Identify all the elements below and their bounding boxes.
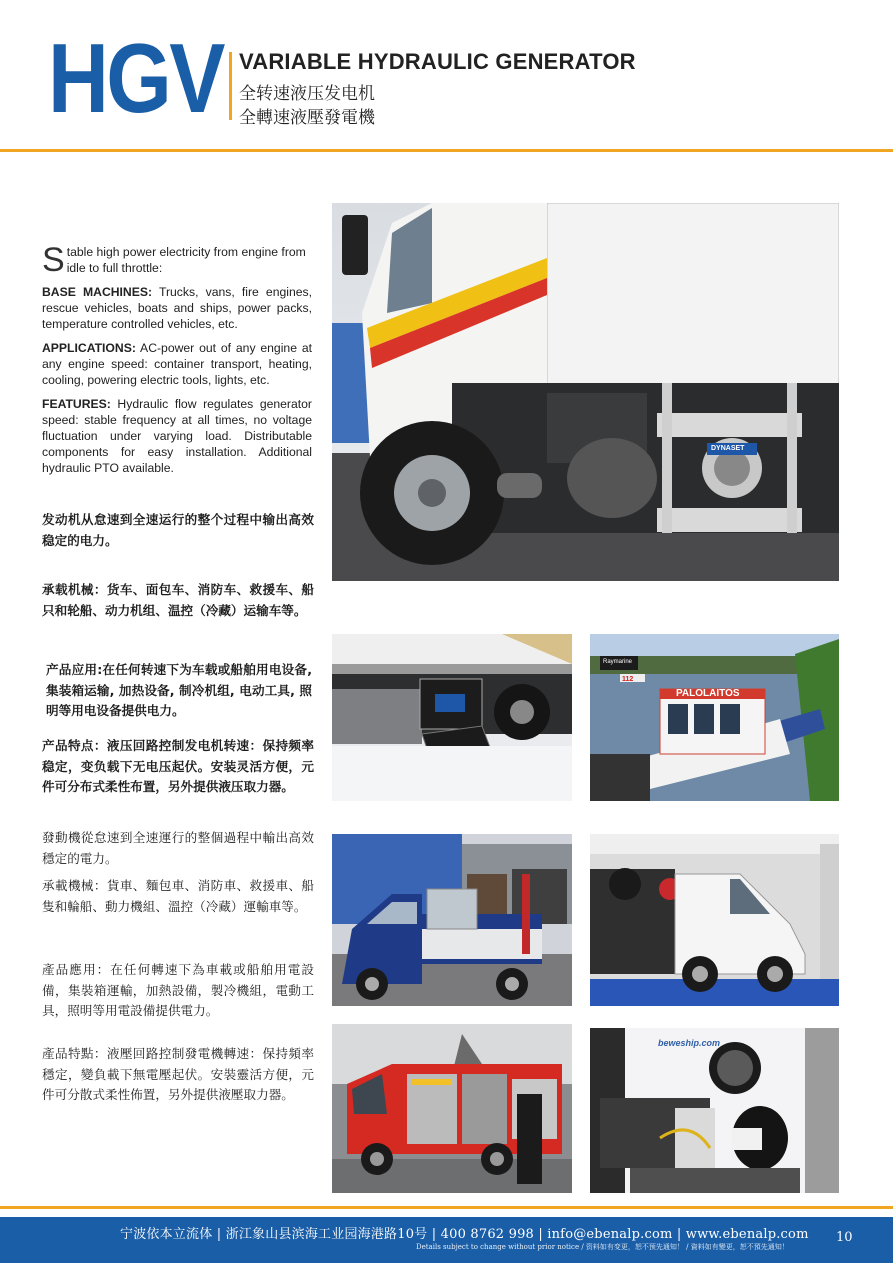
- base-machines-paragraph: [42, 284, 312, 332]
- tc-intro: 發動機從怠速到全速運行的整個過程中輸出高效穩定的電力。: [42, 830, 314, 866]
- tc-applications: 產品應用：在任何轉速下為車載或船舶用電設備，集裝箱運輸，加熱設備，製冷機組，電動工具，照明等用電設備提供電力。: [42, 962, 314, 1018]
- boat-brand-label: Raymarine: [603, 659, 633, 665]
- sc-applications: 产品应用:在任何转速下为车载或船舶用电设备,集装箱运输, 加热设备, 制冷机组, 电动工具, 照明等用电设备提供电力。: [46, 662, 312, 718]
- brand-logo: HGV: [48, 23, 223, 133]
- applications-label: APPLICATIONS:: [42, 341, 136, 355]
- photo-truck-side-box: [332, 634, 572, 801]
- boat-number-label: 112: [622, 676, 634, 683]
- header-divider: [229, 52, 232, 120]
- photo-fire-engine: [332, 1024, 572, 1193]
- subtitle-traditional: 全轉速液壓發電機: [239, 108, 375, 128]
- base-machines-text: Trucks, vans, fire engines, rescue vehicles, boats and ships, power packs, temperature controlled vehicles, etc.: [42, 285, 312, 331]
- photo-blue-pickup: [332, 834, 572, 1006]
- base-machines-label: BASE MACHINES:: [42, 285, 153, 299]
- applications-paragraph: [42, 340, 312, 388]
- sc-features: 产品特点：液压回路控制发电机转速：保持频率稳定，变负载下无电压起伏。安装灵活方便，元件可分布式柔性布置，另外提供液压取力器。: [42, 738, 314, 794]
- footer-contact: 宁波依本立流体 | 浙江象山县滨海工业园海港路10号 | 400 8762 998 | info@ebenalp.com | www.ebenalp.com: [120, 1227, 809, 1242]
- sc-base-machines: 承载机械：货车、面包车、消防车、救援车、船只和轮船、动力机组、温控（冷藏）运输车等。: [42, 582, 314, 618]
- english-section: [42, 241, 312, 476]
- footer: [0, 1217, 893, 1263]
- intro-paragraph: [42, 241, 312, 279]
- drop-cap: S: [42, 241, 65, 279]
- footer-rule: [0, 1206, 893, 1209]
- photo-generator-unit: [590, 1028, 839, 1193]
- workshop-sign-text: beweship.com: [658, 1038, 721, 1048]
- page-number: 10: [836, 1230, 853, 1245]
- photo-white-van: [590, 834, 839, 1006]
- boat-name-label: PALOLAITOS: [676, 688, 740, 699]
- header-rule: [0, 149, 893, 152]
- photo-truck-generator: [332, 203, 839, 581]
- subtitle-simplified: 全转速液压发电机: [239, 84, 375, 104]
- tc-features: 產品特點：液壓回路控制發電機轉速：保持頻率穩定，變負載下無電壓起伏。安裝靈活方便，元件可分散式柔性佈置，另外提供液壓取力器。: [42, 1046, 314, 1102]
- page-title: VARIABLE HYDRAULIC GENERATOR: [239, 49, 636, 74]
- applications-text: AC-power out of any engine at any engine speed: container transport, heating, cooling, powering electric tools, lights, etc.: [42, 341, 312, 387]
- features-paragraph: [42, 396, 312, 476]
- features-text: Hydraulic flow regulates generator speed: stable frequency at all times, no voltage fluctuation under varying load. Distributable components for easy installation. Additional hydraulic PTO available.: [42, 397, 312, 475]
- tc-base-machines: 承載機械：貨車、麵包車、消防車、救援車、船隻和輪船、動力機組、溫控（冷藏）運輸車等。: [42, 878, 314, 914]
- footer-disclaimer: Details subject to change without prior notice / 资料如有变更，恕不预先通知！ / 資料如有變更，恕不預先通知！: [416, 1243, 789, 1251]
- features-label: FEATURES:: [42, 397, 111, 411]
- sc-intro: 发动机从怠速到全速运行的整个过程中输出高效稳定的电力。: [42, 512, 314, 548]
- intro-text: table high power electricity from engine from idle to full throttle:: [66, 245, 306, 275]
- generator-logo-text: DYNASET: [711, 445, 745, 452]
- photo-rescue-boat: [590, 634, 839, 801]
